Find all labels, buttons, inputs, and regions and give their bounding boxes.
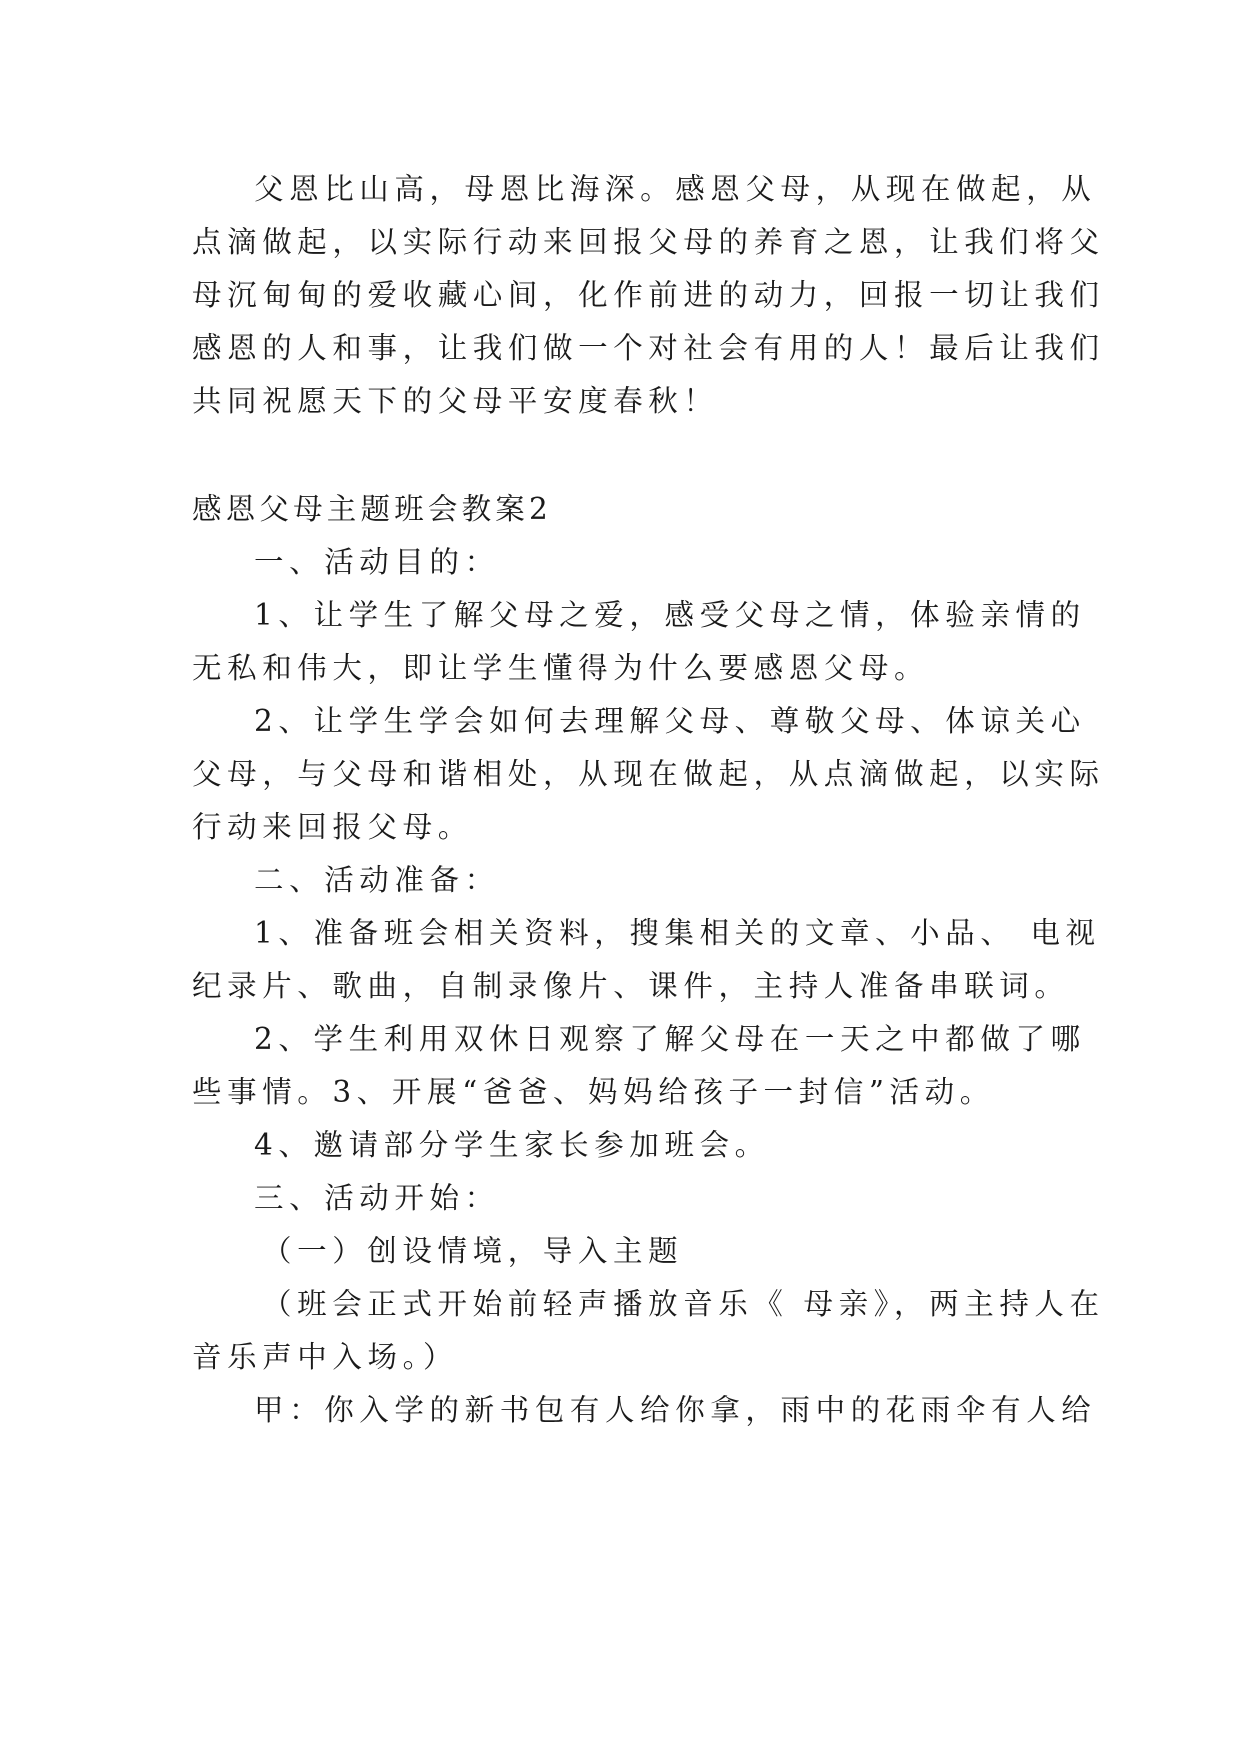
paragraph-line: 1、让学生了解父母之爱，感受父母之情，体验亲情的 [254,598,1086,632]
paragraph-line: 音乐声中入场。） [192,1340,459,1374]
paragraph-line: 甲：你入学的新书包有人给你拿，雨中的花雨伞有人给 [254,1393,1097,1427]
paragraph-line: 些事情。3、开展“爸爸、妈妈给孩子一封信”活动。 [192,1075,995,1109]
paragraph-line: 共同祝愿天下的父母平安度春秋！ [192,384,719,418]
section-heading: 一、活动目的： [254,545,500,579]
paragraph-line: 无私和伟大，即让学生懂得为什么要感恩父母。 [192,651,930,685]
paragraph-line: （班会正式开始前轻声播放音乐《 母亲》，两主持人在 [262,1287,1105,1321]
document-title: 感恩父母主题班会教案2 [192,492,552,526]
paragraph-line: 4、邀请部分学生家长参加班会。 [254,1128,770,1162]
paragraph-line: 2、学生利用双休日观察了解父母在一天之中都做了哪 [254,1022,1086,1056]
paragraph-line: 父母，与父母和谐相处，从现在做起，从点滴做起，以实际 [192,757,1105,791]
paragraph-line: 母沉甸甸的爱收藏心间，化作前进的动力，回报一切让我们 [192,278,1105,312]
paragraph-line: 感恩的人和事，让我们做一个对社会有用的人！最后让我们 [192,331,1105,365]
paragraph-line: 父恩比山高，母恩比海深。感恩父母，从现在做起，从 [254,172,1097,206]
paragraph-line: 行动来回报父母。 [192,810,473,844]
subsection-heading: （一）创设情境，导入主题 [262,1234,684,1268]
paragraph-line: 1、准备班会相关资料，搜集相关的文章、小品、 电视 [254,916,1101,950]
section-heading: 三、活动开始： [254,1181,500,1215]
paragraph-line: 点滴做起，以实际行动来回报父母的养育之恩，让我们将父 [192,225,1105,259]
paragraph-line: 2、让学生学会如何去理解父母、尊敬父母、体谅关心 [254,704,1086,738]
paragraph-line: 纪录片、歌曲，自制录像片、课件，主持人准备串联词。 [192,969,1070,1003]
section-heading: 二、活动准备： [254,863,500,897]
